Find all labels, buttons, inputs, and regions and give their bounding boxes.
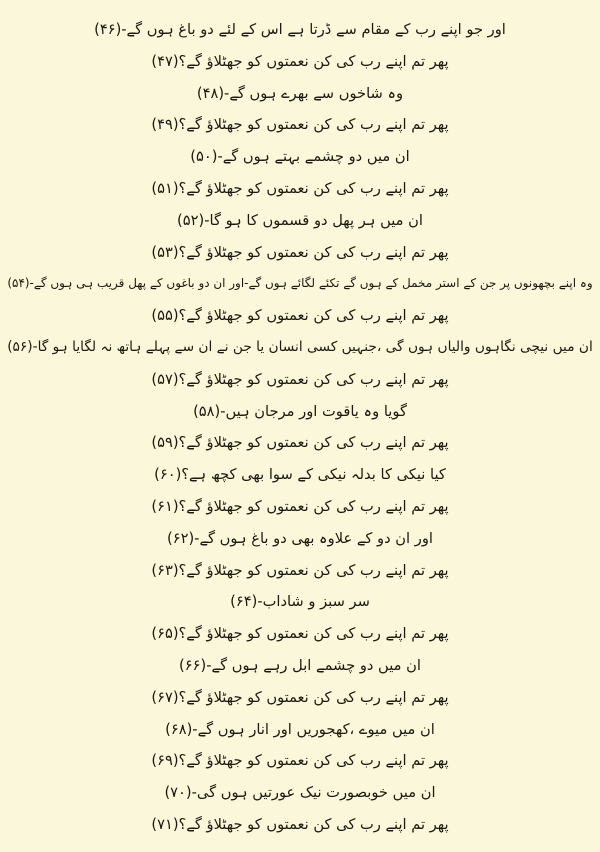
verse-line: ان میں نیچی نگاہوں والیاں ہوں گی ،جنہیں کسی انسان یا جن نے ان سے پہلے ہاتھ نہ لگایا ہو گا-(۵۶) (7, 338, 593, 355)
verse-line: پھر تم اپنے رب کی کن نعمتوں کو جھٹلاؤ گے؟(۵۳) (151, 243, 449, 261)
verse-line: اور ان دو کے علاوہ بھی دو باغ ہوں گے-(۶۲) (167, 529, 433, 547)
verse-line: پھر تم اپنے رب کی کن نعمتوں کو جھٹلاؤ گے؟(۶۳) (151, 561, 449, 579)
verse-line: اور جو اپنے رب کے مقام سے ڈرتا ہے اس کے لئے دو باغ ہوں گے-(۴۶) (94, 21, 506, 38)
verse-line: پھر تم اپنے رب کی کن نعمتوں کو جھٹلاؤ گے؟(۵۵) (151, 307, 449, 325)
verse-line: پھر تم اپنے رب کی کن نعمتوں کو جھٹلاؤ گے؟(۵۹) (151, 434, 449, 452)
verse-line: سر سبز و شاداب-(۶۴) (230, 593, 370, 611)
verse-line: ان میں دو چشمے ابل رہے ہوں گے-(۶۶) (179, 656, 421, 674)
verse-line: پھر تم اپنے رب کی کن نعمتوں کو جھٹلاؤ گے؟(۶۹) (151, 752, 449, 770)
verse-line: پھر تم اپنے رب کی کن نعمتوں کو جھٹلاؤ گے؟(۴۷) (151, 52, 449, 70)
verse-line: کیا نیکی کا بدلہ نیکی کے سوا بھی کچھ ہے؟(۶۰) (154, 466, 446, 484)
verse-line: وہ شاخوں سے بھرے ہوں گے-(۴۸) (196, 84, 404, 102)
verse-list (0, 14, 600, 841)
verse-line: پھر تم اپنے رب کی کن نعمتوں کو جھٹلاؤ گے؟(۷۱) (151, 815, 449, 833)
verse-line: ان میں ہر پھل دو قسموں کا ہو گا-(۵۲) (177, 211, 423, 229)
verse-line: پھر تم اپنے رب کی کن نعمتوں کو جھٹلاؤ گے؟(۵۷) (151, 370, 449, 388)
verse-line: پھر تم اپنے رب کی کن نعمتوں کو جھٹلاؤ گے؟(۶۵) (151, 625, 449, 643)
verse-line: ان میں خوبصورت نیک عورتیں ہوں گی-(۷۰) (164, 784, 436, 802)
verse-line: پھر تم اپنے رب کی کن نعمتوں کو جھٹلاؤ گے؟(۶۱) (151, 497, 449, 515)
verse-line: ان میں میوے ،کھجوریں اور انار ہوں گے-(۶۸) (165, 720, 435, 738)
verse-line: پھر تم اپنے رب کی کن نعمتوں کو جھٹلاؤ گے؟(۶۷) (151, 688, 449, 706)
verse-line: گویا وہ یاقوت اور مرجان ہیں-(۵۸) (193, 402, 407, 420)
verse-line: پھر تم اپنے رب کی کن نعمتوں کو جھٹلاؤ گے؟(۴۹) (151, 116, 449, 134)
verse-line: وہ اپنے بچھونوں پر جن کے استر مخمل کے ہوں گے تکئے لگائے ہوں گے-اور ان دو باغوں کے پھل قریب ہی ہوں گے-(۵۴) (7, 276, 593, 291)
verse-line: پھر تم اپنے رب کی کن نعمتوں کو جھٹلاؤ گے؟(۵۱) (151, 179, 449, 197)
verse-line: ان میں دو چشمے بہتے ہوں گے-(۵۰) (190, 148, 410, 166)
